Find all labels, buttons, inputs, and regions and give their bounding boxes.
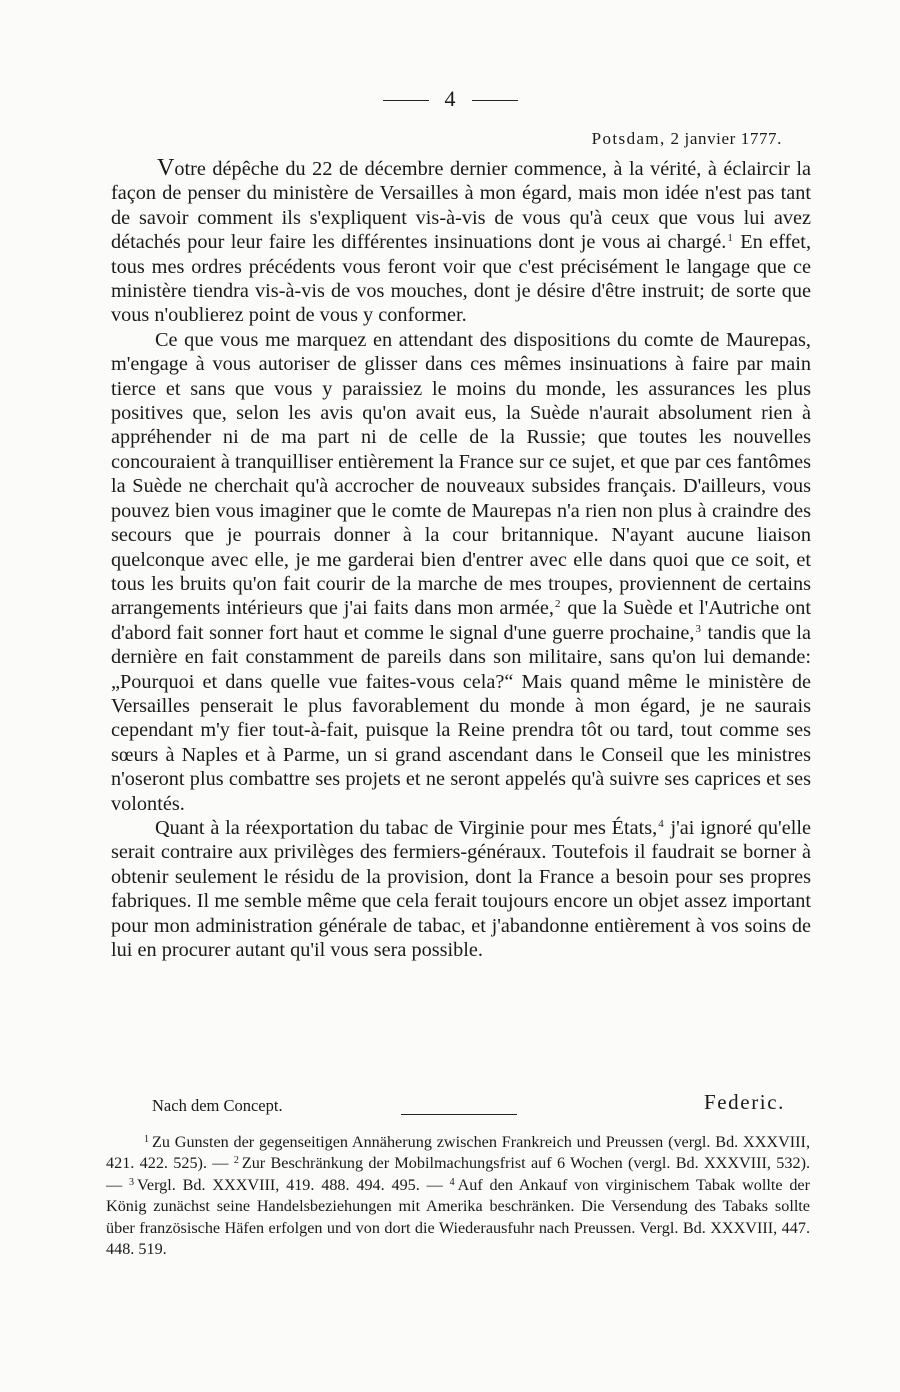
footnote-text: Auf den Ankauf von virginischem Tabak wollte der König zunächst seine Handelsbeziehungen mit Amerika beschränken. Die Versendung des Tabaks sollte über französische Häfen erfolgen und von dort die Wiederausfuhr nach Preussen. Vergl. Bd. XXXVIII, 447. 448. 519. [106,1175,810,1259]
page-number-dash-right [472,100,518,101]
footnote-3 [129,1176,443,1194]
footnotes [106,1132,810,1260]
footnote-number: 3 [128,1176,134,1188]
page-number [0,86,900,112]
footnote-marker: 2 [554,598,561,611]
footnote-number: 4 [449,1176,455,1188]
footnote-text: Vergl. Bd. XXXVIII, 419. 488. 494. 495. — [136,1175,443,1194]
paragraph-text: j'ai ignoré qu'elle serait contraire aux privilèges des fermiers-généraux. Toutefois il faudrait se borner à obtenir seulement le résidu de la provision, dont la France a besoin pour ses propres fabriques. Il me semble même que cela ferait toujours encore un objet assez important pour mon administration générale de tabac, et j'abandonne entièrement à vos soins de lui en procurer autant qu'il vous sera possible. [111,816,811,961]
page-number-dash-left [383,100,429,101]
letter-paragraph [111,156,811,328]
signature: Federic. [703,1090,785,1114]
footnote-marker: 3 [695,622,701,635]
footnote-marker: 4 [658,817,664,830]
source-note: Nach dem Concept. [152,1096,283,1115]
letter-closing [152,1090,792,1120]
dateline [592,129,782,149]
paragraph-text: que la Suède et l'Autriche ont d'abord fait sonner fort haut et comme le signal d'une guerre prochaine, [111,597,811,644]
paragraph-text: Ce que vous me marquez en attendant des dispositions du comte de Maurepas, m'engage à vous autoriser de glisser dans ces mêmes insinuations à faire par main tierce et sans que vous y paraissiez le moins du monde, les assurances les plus positives que, selon les avis qu'on avait eus, la Suède n'aurait absolument rien à appréhender ni de ma part ni de celle de la Russie; que toutes les nouvelles concouraient à tranquilliser entièrement la France sur ce sujet, et que par ces fantômes la Suède ne cherchait qu'à accrocher de nouveaux subsides français. D'ailleurs, vous pouvez bien vous imaginer que le comte de Maurepas n'a rien non plus à craindre des secours que je pourrais donner à la cour britannique. N'ayant aucune liaison quelconque avec elle, je me garderai bien d'entrer avec elle dans quoi que ce soit, et tous les bruits qu'on fait courir de la marche de mes troupes, proviennent de certains arrangements intérieurs que j'ai faits dans mon armée, [111,328,811,620]
footnote-text: Zur Beschränkung der Mobilmachungsfrist auf 6 Wochen (vergl. Bd. XXXVIII, 532). — [106,1154,811,1194]
letter-paragraph [111,816,811,962]
page-number-value: 4 [444,86,456,111]
separator-rule [401,1114,517,1115]
paragraph-text: tandis que la dernière en fait constamment de pareils dans son militaire, sans qu'on lui demande: „Pourquoi et dans quelle vue faites-vous cela?“ Mais quand même le ministère de Versailles penserait le plus favorablement du monde à mon égard, je ne saurais cependant m'y fier tout-à-fait, puisque la Reine prendra tôt ou tard, tout comme ses sœurs à Naples et à Parme, un si grand ascendant dans le Conseil que les ministres n'oseront plus combattre ses projets et ne seront appelés qu'à suivre ses caprices et ses volontés. [111,621,811,815]
paragraph-text: Votre dépêche du 22 de décembre dernier commence, à la vérité, à éclaircir la façon de penser du ministère de Versailles à mon égard, mais mon idée n'est pas tant de savoir comment ils s'expliquent vis-à-vis de vous qu'à ceux que vous lui avez détachés pour leur faire les différentes insinuations dont je vous ai chargé. [111,155,811,254]
footnote-marker: 1 [727,232,733,245]
letter-paragraph [111,328,811,816]
paragraph-text: Quant à la réexportation du tabac de Virginie pour mes États, [155,816,658,839]
dateline-date: 2 janvier 1777. [670,129,782,148]
footnote-number: 2 [233,1155,239,1167]
footnotes-block [106,1132,810,1260]
footnote-number: 1 [144,1134,149,1145]
paragraph-text: En effet, tous mes ordres précédents vous feront voir que c'est précisément le langage que ce ministère tiendra vis-à-vis de vos mouches, dont je désire d'être instruit; de sorte que vous n'oublierez point de vous y conformer. [111,231,812,327]
dateline-place: Potsdam, [591,129,666,148]
letter-body [111,156,811,962]
footnote-text: Zu Gunsten der gegenseitigen Annäherung zwischen Frankreich und Preussen (vergl. Bd. XXXVIII, 421. 422. 525). — [106,1133,810,1173]
